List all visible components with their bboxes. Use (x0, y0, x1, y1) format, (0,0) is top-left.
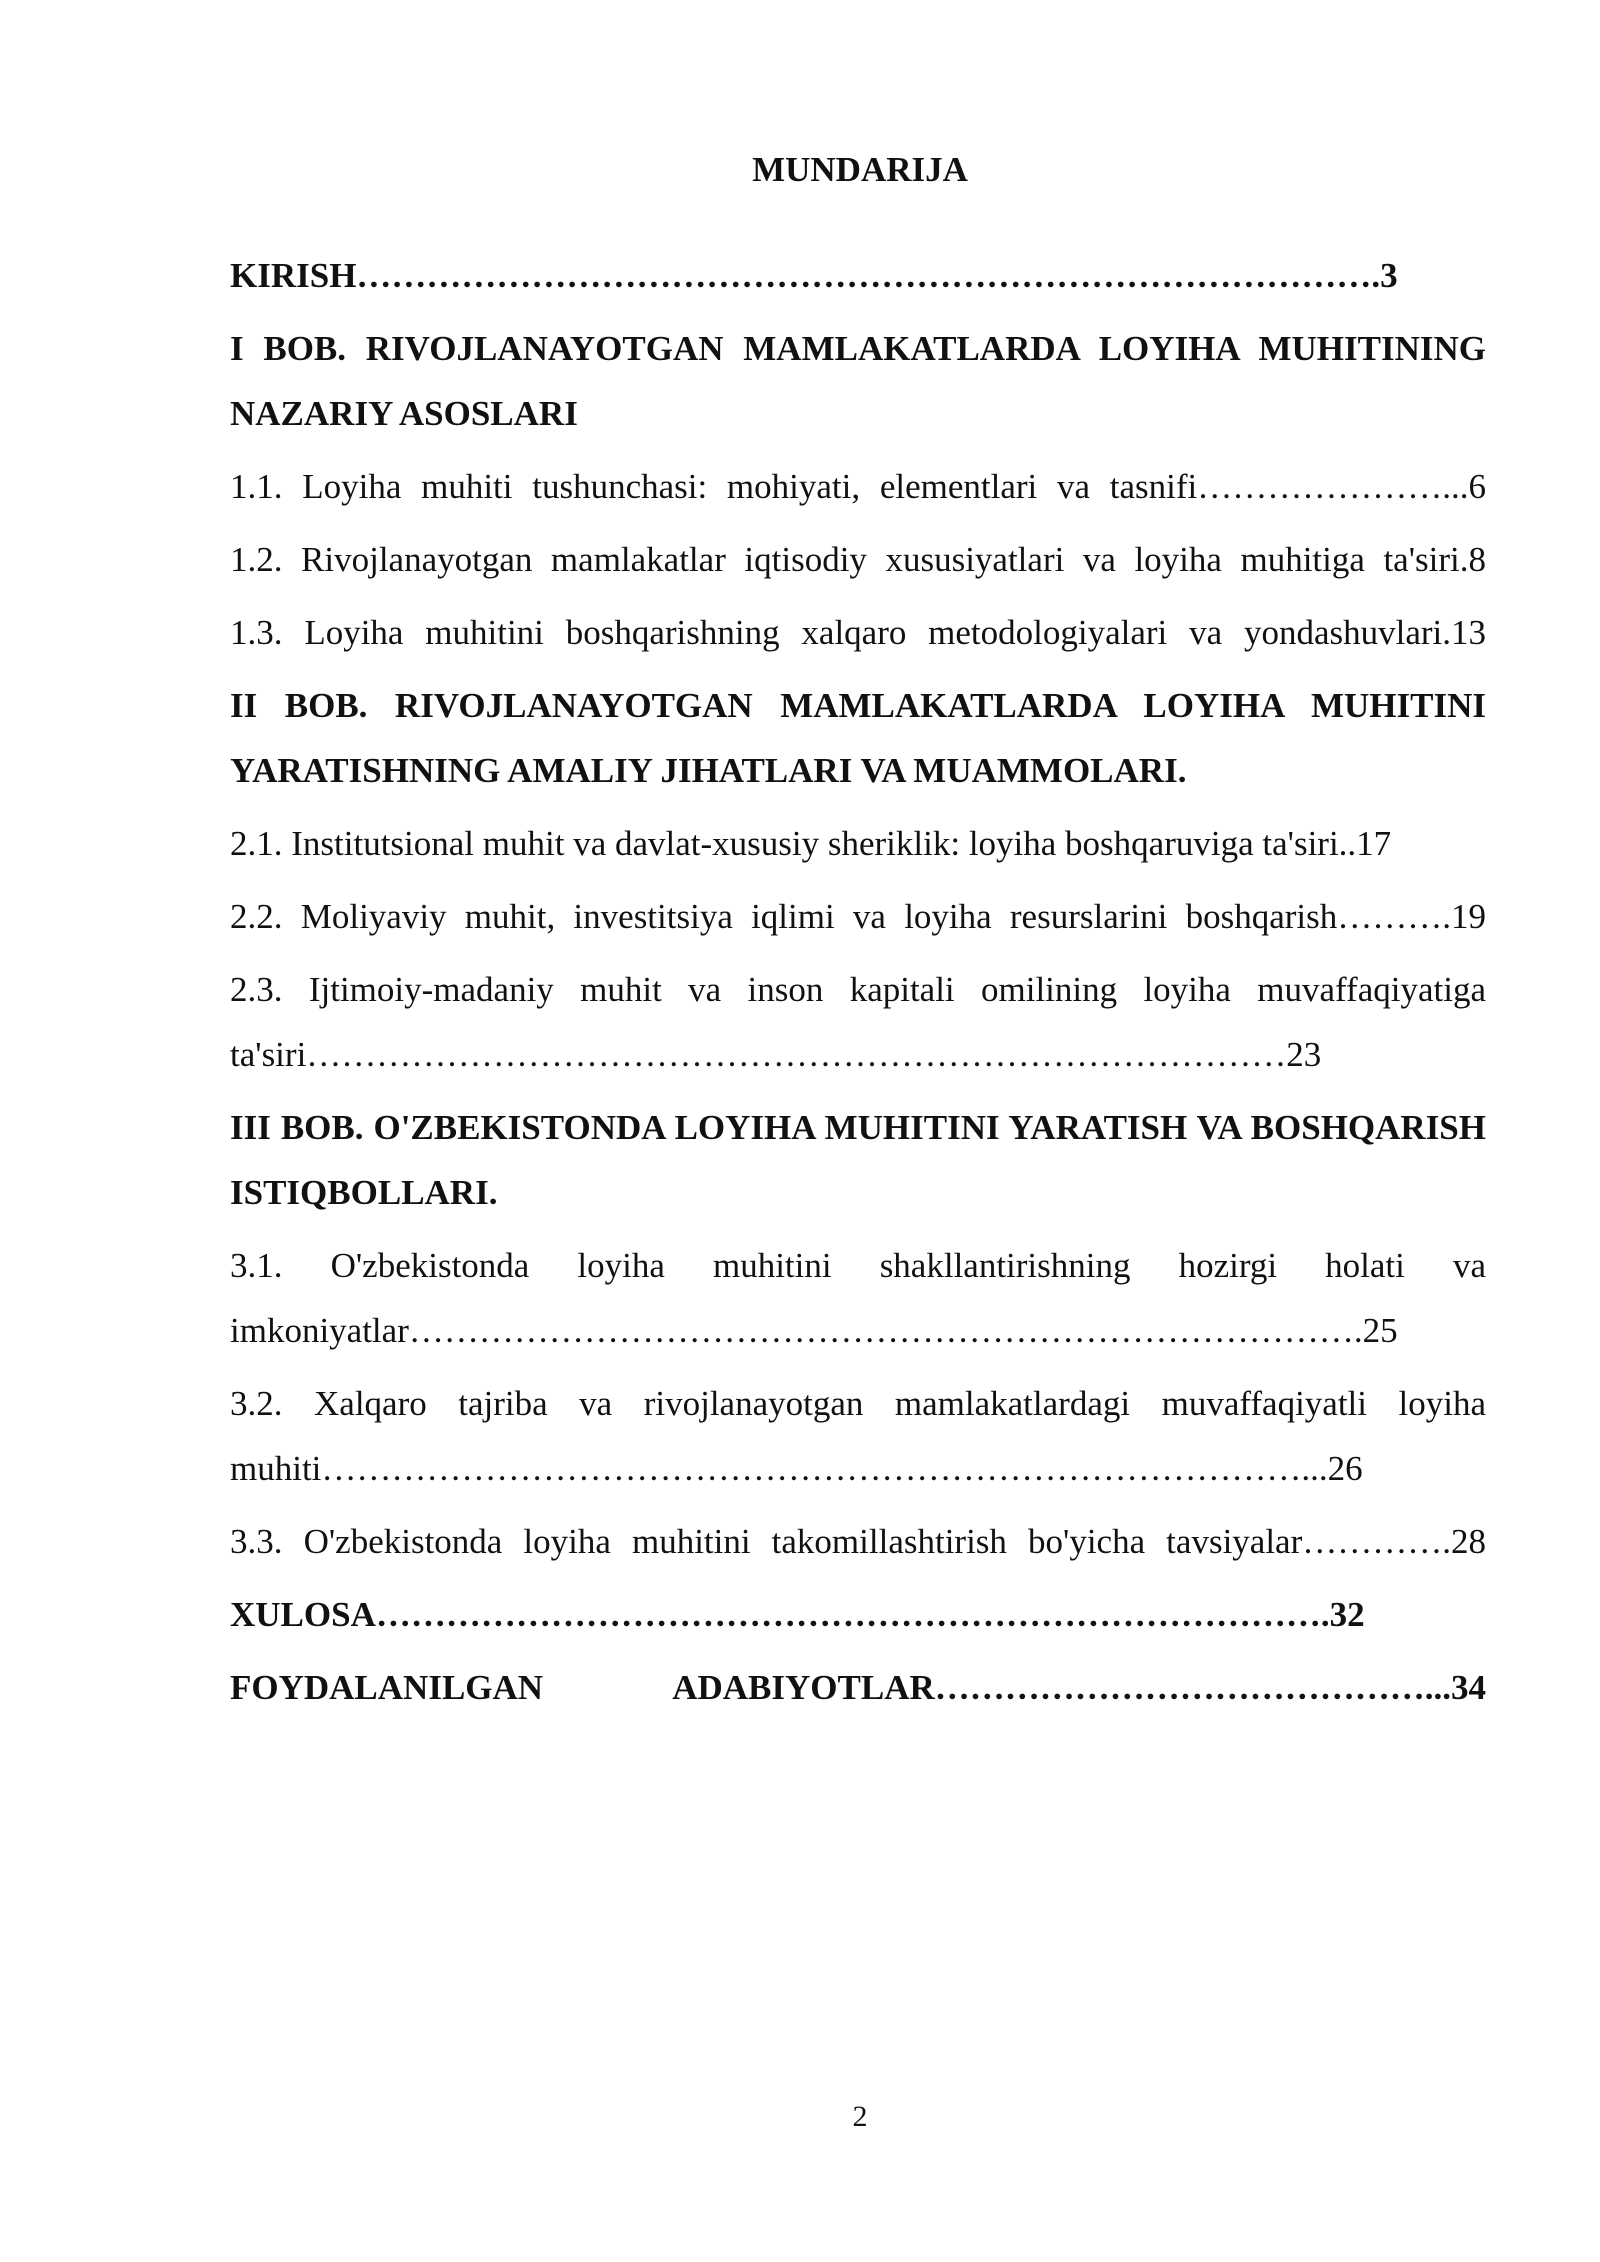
toc-section-2-1: 2.1. Institutsional muhit va davlat-xususiy sheriklik: loyiha boshqaruviga ta'siri..17 (230, 824, 1392, 863)
toc-chapter-1: I BOB. RIVOJLANAYOTGAN MAMLAKATLARDA LOYIHA MUHITINING NAZARIY ASOSLARI (230, 329, 1486, 433)
toc-section-1-3: 1.3. Loyiha muhitini boshqarishning xalqaro metodologiyalari va yondashuvlari.13 (230, 613, 1486, 652)
toc-chapter-3: III BOB. O'ZBEKISTONDA LOYIHA MUHITINI YARATISH VA BOSHQARISH ISTIQBOLLARI. (230, 1108, 1486, 1212)
toc-section-2-2: 2.2. Moliyaviy muhit, investitsiya iqlimi va loyiha resurslarini boshqarish……….19 (230, 897, 1486, 936)
toc-section-2-3: 2.3. Ijtimoiy-madaniy muhit va inson kapitali omilining loyiha muvaffaqiyatiga ta'siri…………………………………………………………………………23 (230, 970, 1486, 1074)
toc-section-3-3: 3.3. O'zbekistonda loyiha muhitini takomillashtirish bo'yicha tavsiyalar………….28 (230, 1522, 1486, 1561)
toc-section-1-2: 1.2. Rivojlanayotgan mamlakatlar iqtisodiy xususiyatlari va loyiha muhitiga ta'siri.8 (230, 540, 1486, 579)
toc-section-3-1: 3.1. O'zbekistonda loyiha muhitini shakllantirishning hozirgi holati va imkoniyatlar……………………………………………………………………….25 (230, 1246, 1486, 1350)
toc-entry-kirish: KIRISH…………………………………………………………………………….3 (230, 256, 1398, 295)
page-number: 2 (852, 2100, 868, 2133)
toc-chapter-2: II BOB. RIVOJLANAYOTGAN MAMLAKATLARDA LOYIHA MUHITINI YARATISHNING AMALIY JIHATLARI VA MUAMMOLARI. (230, 686, 1486, 790)
toc-entry-xulosa: XULOSA……………………………………………………………………….32 (230, 1595, 1365, 1634)
page-title: MUNDARIJA (752, 150, 968, 189)
table-of-contents (230, 243, 1486, 1728)
toc-section-3-2: 3.2. Xalqaro tajriba va rivojlanayotgan mamlakatlardagi muvaffaqiyatli loyiha muhiti…………………………………………………………………………...26 (230, 1384, 1486, 1488)
toc-entry-adabiyotlar: FOYDALANILGAN ADABIYOTLAR……………………………………...34 (230, 1668, 1486, 1707)
toc-section-1-1: 1.1. Loyiha muhiti tushunchasi: mohiyati, elementlari va tasnifi…………………...6 (230, 467, 1486, 506)
